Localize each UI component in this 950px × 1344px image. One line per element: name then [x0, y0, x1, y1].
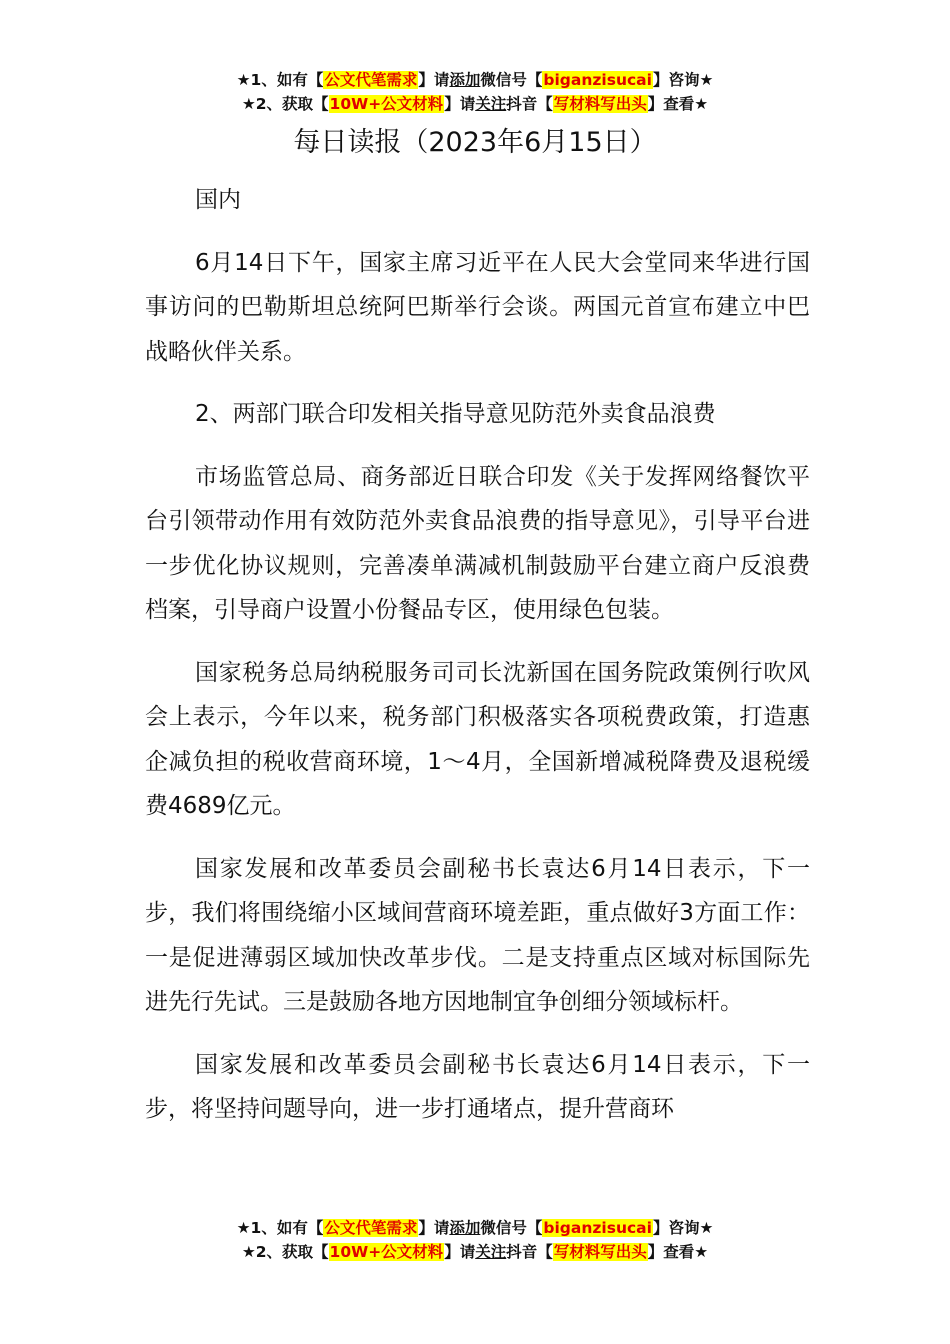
- paragraph: 国家发展和改革委员会副秘书长袁达6月14日表示，下一步，将坚持问题导向，进一步打通堵点，提升营商环: [145, 1051, 810, 1122]
- bottom-banner: [0, 1216, 950, 1264]
- banner-line-2: [0, 1240, 950, 1264]
- star-icon: ★: [694, 95, 709, 113]
- star-icon: ★: [241, 1243, 256, 1261]
- banner-text: 】咨询: [652, 1219, 700, 1237]
- banner-text: 微信号【: [480, 1219, 543, 1237]
- section-heading: 国内: [195, 187, 241, 213]
- banner-text: 2、获取【: [255, 95, 329, 113]
- banner-text: 1、如有【: [250, 71, 324, 89]
- banner-underlined: 添加: [449, 1219, 481, 1237]
- douyin-id[interactable]: 写材料写出头: [553, 95, 647, 113]
- banner-text: 】咨询: [652, 71, 700, 89]
- page-title: 每日读报（2023年6月15日）: [293, 127, 657, 158]
- banner-line-2: [0, 92, 950, 116]
- banner-text: 】请: [444, 95, 476, 113]
- banner-text: 抖音【: [506, 95, 553, 113]
- banner-text: 2、获取【: [255, 1243, 329, 1261]
- paragraph: 6月14日下午，国家主席习近平在人民大会堂同来华进行国事访问的巴勒斯坦总统阿巴斯举行会谈。两国元首宣布建立中巴战略伙伴关系。: [145, 249, 810, 365]
- highlight-materials: 10W+公文材料: [329, 1243, 444, 1261]
- star-icon: ★: [699, 1219, 714, 1237]
- banner-line-1: [0, 68, 950, 92]
- banner-text: 】查看: [647, 1243, 695, 1261]
- top-banner: [0, 68, 950, 116]
- banner-text: 抖音【: [506, 1243, 553, 1261]
- douyin-id[interactable]: 写材料写出头: [553, 1243, 647, 1261]
- banner-text: 】请: [418, 71, 450, 89]
- star-icon: ★: [694, 1243, 709, 1261]
- banner-text: 1、如有【: [250, 1219, 324, 1237]
- highlight-service: 公文代笔需求: [324, 71, 418, 89]
- paragraph-heading: 2、两部门联合印发相关指导意见防范外卖食品浪费: [195, 401, 716, 427]
- paragraph: 国家发展和改革委员会副秘书长袁达6月14日表示，下一步，我们将围绕缩小区域间营商环境差距，重点做好3方面工作：一是促进薄弱区域加快改革步伐。二是支持重点区域对标国际先进先行先试。三是鼓励各地方因地制宜争创细分领域标杆。: [145, 855, 810, 1015]
- document-body: [145, 178, 810, 1150]
- banner-underlined: 添加: [449, 71, 481, 89]
- highlight-materials: 10W+公文材料: [329, 95, 444, 113]
- paragraph: 国家税务总局纳税服务司司长沈新国在国务院政策例行吹风会上表示，今年以来，税务部门积极落实各项税费政策，打造惠企减负担的税收营商环境，1～4月，全国新增减税降费及退税缓费4689亿元。: [145, 659, 810, 819]
- highlight-service: 公文代笔需求: [324, 1219, 418, 1237]
- banner-underlined: 关注: [475, 1243, 507, 1261]
- wechat-id[interactable]: biganzisucai: [543, 1219, 652, 1237]
- paragraph: 市场监管总局、商务部近日联合印发《关于发挥网络餐饮平台引领带动作用有效防范外卖食品浪费的指导意见》，引导平台进一步优化协议规则，完善凑单满减机制鼓励平台建立商户反浪费档案，引导商户设置小份餐品专区，使用绿色包装。: [145, 463, 810, 623]
- star-icon: ★: [236, 1219, 251, 1237]
- star-icon: ★: [236, 71, 251, 89]
- banner-text: 】查看: [647, 95, 695, 113]
- banner-text: 】请: [444, 1243, 476, 1261]
- wechat-id[interactable]: biganzisucai: [543, 71, 652, 89]
- star-icon: ★: [241, 95, 256, 113]
- star-icon: ★: [699, 71, 714, 89]
- banner-line-1: [0, 1216, 950, 1240]
- banner-underlined: 关注: [475, 95, 507, 113]
- banner-text: 】请: [418, 1219, 450, 1237]
- banner-text: 微信号【: [480, 71, 543, 89]
